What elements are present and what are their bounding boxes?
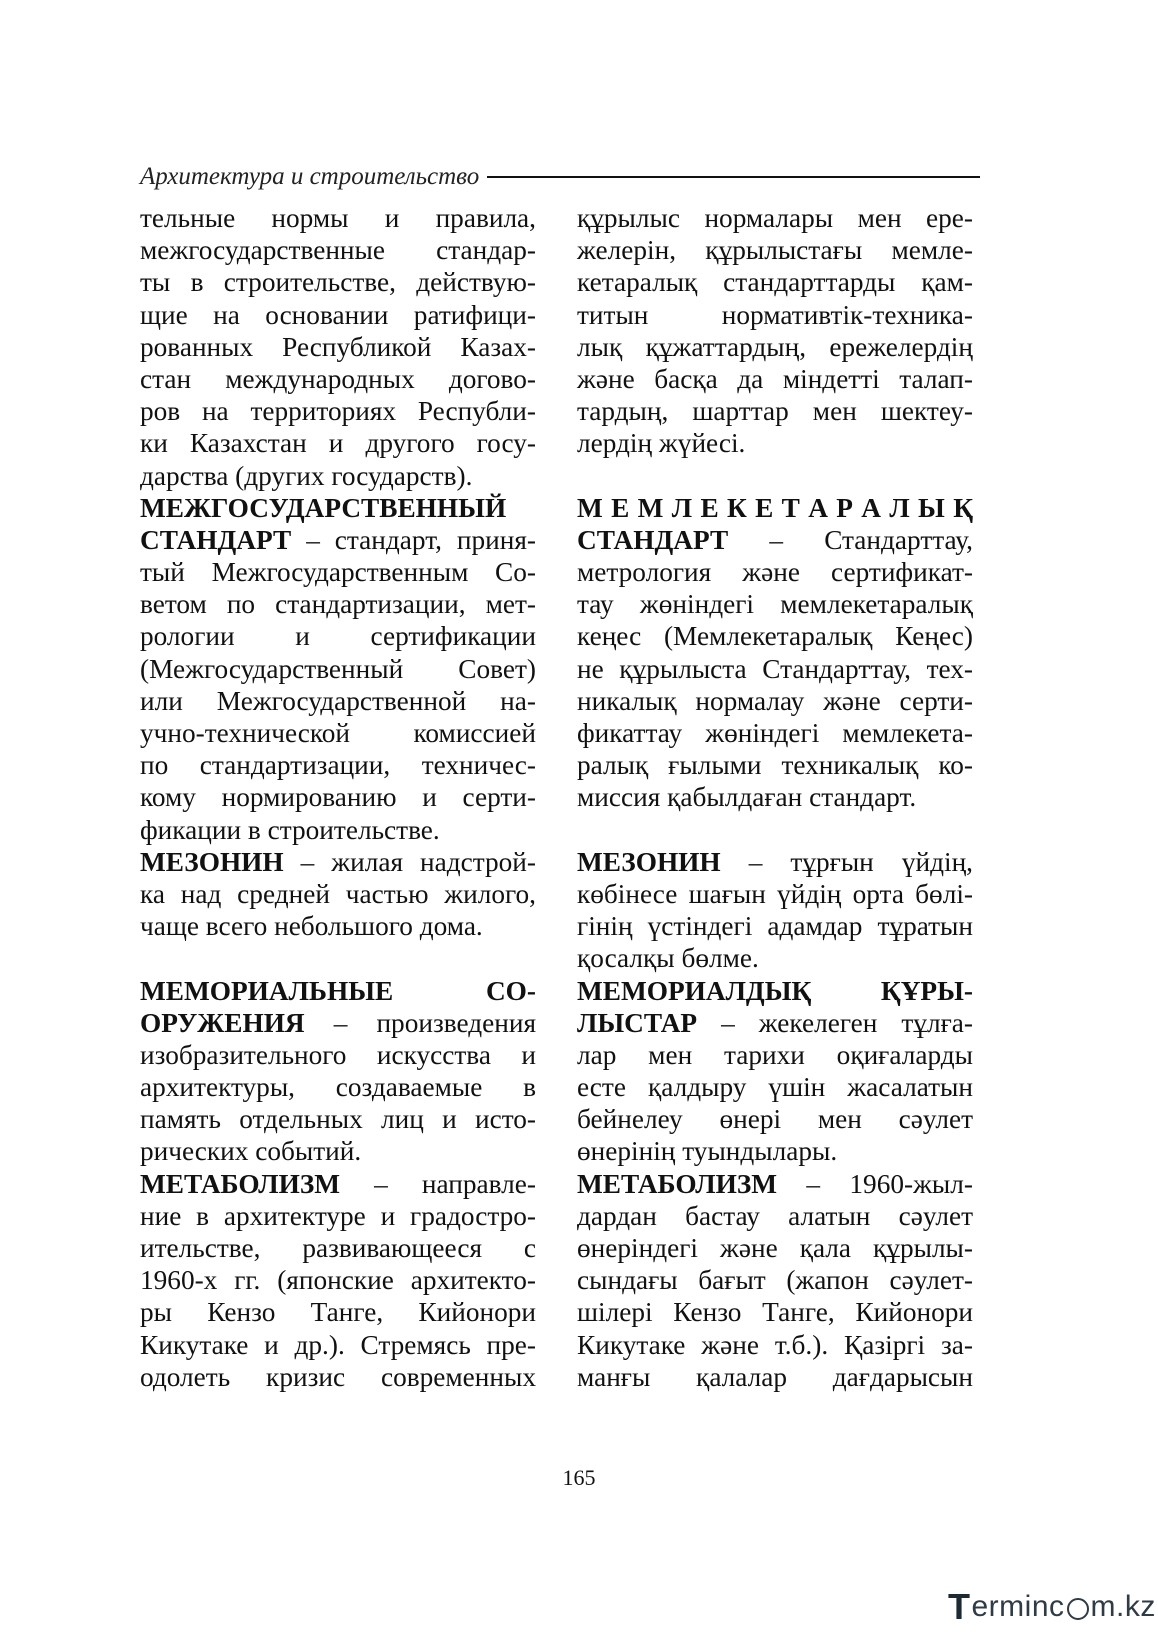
text-line [577, 363, 973, 395]
line-text: тый Межгосударственным Со- [140, 557, 536, 588]
line-text: архитектуры, создаваемые в [140, 1072, 536, 1103]
text-line [577, 717, 973, 749]
term-heading: ЛЫСТАР [577, 1007, 698, 1038]
text-line [577, 202, 973, 234]
paragraph-gap [577, 814, 973, 846]
header-title: Архитектура и строительство [140, 163, 480, 190]
text-line [577, 942, 973, 974]
text-line [140, 653, 536, 685]
line-text: чаще всего небольшого дома. [140, 911, 483, 942]
watermark-logo: T ermin c m.kz [948, 1586, 1156, 1627]
line-text: метрология және сертификат- [577, 557, 973, 588]
text-line [140, 1200, 536, 1232]
text-line [577, 653, 973, 685]
text-line [140, 620, 536, 652]
line-text: или Межгосударственной на- [140, 685, 536, 716]
text-line [577, 1071, 973, 1103]
term-heading: МЕТАБОЛИЗМ [577, 1168, 778, 1199]
line-text: Кикутаке и др.). Стремясь пре- [140, 1329, 536, 1360]
line-text: гінің үстіндегі адамдар тұратын [577, 911, 973, 942]
line-text: ры Кензо Танге, Кийонори [140, 1297, 536, 1328]
paragraph-gap [140, 942, 536, 974]
line-text: ров на территориях Республи- [140, 396, 536, 427]
line-text: кому нормированию и серти- [140, 782, 536, 813]
line-text: кеңес (Мемлекетаралық Кеңес) [577, 621, 973, 652]
line-text: миссия қабылдаған стандарт. [577, 782, 917, 813]
text-line [140, 685, 536, 717]
line-text: учно-технической комиссией [140, 718, 536, 748]
line-text: не құрылыста Стандарттау, тех- [577, 653, 973, 684]
line-text: лар мен тарихи оқиғаларды [577, 1039, 973, 1070]
line-text: өнеріндегі және қала құрылы- [577, 1233, 973, 1263]
line-text: ты в строительстве, действую- [140, 267, 536, 298]
line-text: ралық ғылыми техникалық ко- [577, 750, 973, 781]
text-line [140, 492, 536, 524]
text-line [577, 234, 973, 266]
term-heading: СТАНДАРТ [577, 524, 729, 555]
paragraph-gap [577, 460, 973, 492]
line-text: – 1960-жыл- [777, 1168, 973, 1199]
left-column-russian [140, 202, 536, 1393]
text-line [140, 427, 536, 459]
text-line [140, 1264, 536, 1296]
text-line [577, 910, 973, 942]
text-line [140, 1039, 536, 1071]
line-text: лердің жүйесі. [577, 428, 746, 459]
text-line [577, 846, 973, 878]
term-heading: СТАНДАРТ [140, 524, 292, 555]
line-text: лық құжаттардың, ережелердің [577, 331, 973, 362]
line-text: өнерінің туындылары. [577, 1136, 838, 1167]
line-text: рических событий. [140, 1136, 362, 1167]
text-line [577, 1200, 973, 1232]
page-number: 165 [562, 1465, 596, 1490]
line-text: никалық нормалау және серти- [577, 685, 973, 716]
line-text: – стандарт, приня- [291, 524, 536, 555]
text-line [140, 910, 536, 942]
line-text: дарства (других государств). [140, 460, 473, 491]
text-line [140, 717, 536, 749]
term-heading: М Е М Л Е К Е Т А Р А Л Ы Қ [577, 492, 973, 523]
text-line [140, 1361, 536, 1393]
term-heading: МЕМОРИАЛДЫҚ ҚҰРЫ- [577, 975, 973, 1006]
text-line [577, 749, 973, 781]
line-text: (Межгосударственный Совет) [140, 653, 536, 684]
text-line [577, 1329, 973, 1361]
line-text: одолеть кризис современных [140, 1361, 536, 1392]
text-line [140, 975, 536, 1007]
running-header [140, 160, 980, 194]
text-line [577, 1135, 973, 1167]
text-line [140, 266, 536, 298]
text-line [577, 1103, 973, 1135]
term-heading: МЕМОРИАЛЬНЫЕ СО- [140, 975, 536, 1006]
line-text: – тұрғын үйдің, [720, 846, 973, 877]
text-line [140, 1135, 536, 1167]
text-line [577, 588, 973, 620]
text-line [140, 749, 536, 781]
term-heading: МЕТАБОЛИЗМ [140, 1168, 341, 1199]
line-text: қосалқы бөлме. [577, 943, 759, 974]
line-text: щие на основании ратифици- [140, 299, 536, 330]
text-line [577, 1361, 973, 1393]
line-text: Кикутаке және т.б.). Қазіргі за- [577, 1329, 973, 1360]
header-rule [487, 176, 980, 178]
text-line [577, 685, 973, 717]
text-line [140, 878, 536, 910]
text-line [140, 460, 536, 492]
text-line [577, 781, 973, 813]
line-text: – направле- [340, 1168, 536, 1199]
text-line [577, 556, 973, 588]
text-line [577, 299, 973, 331]
line-text: фикаттау жөніндегі мемлекета- [577, 718, 973, 748]
line-text: рологии и сертификации [140, 621, 536, 652]
line-text: ние в архитектуре и градостро- [140, 1200, 536, 1231]
line-text: межгосударственные стандар- [140, 235, 536, 266]
line-text: – жилая надстрой- [283, 846, 536, 877]
term-heading: МЕЗОНИН [577, 846, 721, 877]
text-line [577, 492, 973, 524]
watermark-t: T [948, 1586, 971, 1627]
line-text: сындағы бағыт (жапон сәулет- [577, 1265, 973, 1296]
line-text: по стандартизации, техничес- [140, 750, 536, 781]
text-line [140, 202, 536, 234]
text-line [140, 234, 536, 266]
text-line [140, 846, 536, 878]
text-line [140, 1232, 536, 1264]
text-line [577, 620, 973, 652]
text-line [577, 524, 973, 556]
term-heading: МЕЗОНИН [140, 846, 284, 877]
line-text: шілері Кензо Танге, Кийонори [577, 1297, 973, 1328]
line-text: рованных Республикой Казах- [140, 331, 536, 362]
text-line [140, 331, 536, 363]
line-text: тельные нормы и правила, [140, 203, 536, 233]
text-line [140, 1103, 536, 1135]
line-text: ка над средней частью жилого, [140, 878, 536, 909]
right-column-kazakh [577, 202, 973, 1393]
line-text: кетаралық стандарттарды қам- [577, 267, 973, 298]
line-text: тардың, шарттар мен шектеу- [577, 396, 973, 427]
line-text: – Стандарттау, [728, 524, 973, 555]
line-text: 1960-х гг. (японские архитекто- [140, 1265, 536, 1296]
line-text: тау жөніндегі мемлекетаралық [577, 589, 973, 620]
line-text: изобразительного искусства и [140, 1039, 536, 1070]
term-heading: ОРУЖЕНИЯ [140, 1007, 305, 1038]
text-line [577, 395, 973, 427]
text-line [140, 588, 536, 620]
text-line [140, 1071, 536, 1103]
magnifier-icon [1067, 1598, 1089, 1620]
text-line [140, 363, 536, 395]
text-line [577, 1168, 973, 1200]
line-text: бейнелеу өнері мен сәулет [577, 1104, 973, 1135]
line-text: дардан бастау алатын сәулет [577, 1200, 973, 1231]
line-text: есте қалдыру үшін жасалатын [577, 1072, 973, 1103]
text-line [577, 427, 973, 459]
line-text: құрылыс нормалары мен ере- [577, 203, 973, 233]
text-line [140, 781, 536, 813]
line-text: фикации в строительстве. [140, 814, 440, 845]
text-line [140, 1296, 536, 1328]
text-line [577, 1007, 973, 1039]
text-line [140, 814, 536, 846]
line-text: – жекелеген тұлға- [697, 1007, 973, 1038]
term-heading: МЕЖГОСУДАРСТВЕННЫЙ [140, 492, 507, 523]
text-line [577, 1264, 973, 1296]
line-text: ки Казахстан и другого госу- [140, 428, 536, 459]
line-text: ветом по стандартизации, мет- [140, 589, 536, 620]
line-text: ительстве, развивающееся с [140, 1233, 536, 1263]
text-line [577, 266, 973, 298]
text-line [140, 1329, 536, 1361]
text-line [140, 395, 536, 427]
text-line [140, 556, 536, 588]
line-text: – произведения [304, 1007, 536, 1038]
line-text: көбінесе шағын үйдің орта бөлі- [577, 878, 973, 909]
line-text: желерін, құрылыстағы мемле- [577, 235, 973, 266]
line-text: манғы қалалар дағдарысын [577, 1361, 973, 1392]
text-line [140, 1168, 536, 1200]
text-line [577, 1039, 973, 1071]
line-text: және басқа да міндетті талап- [577, 363, 973, 394]
text-line [577, 331, 973, 363]
text-line [140, 1007, 536, 1039]
line-text: титын нормативтік-техника- [577, 299, 973, 330]
text-line [140, 299, 536, 331]
text-line [577, 1296, 973, 1328]
text-line [577, 878, 973, 910]
line-text: память отдельных лиц и исто- [140, 1104, 536, 1135]
text-line [577, 975, 973, 1007]
text-line [140, 524, 536, 556]
line-text: стан международных догово- [140, 363, 536, 394]
text-line [577, 1232, 973, 1264]
